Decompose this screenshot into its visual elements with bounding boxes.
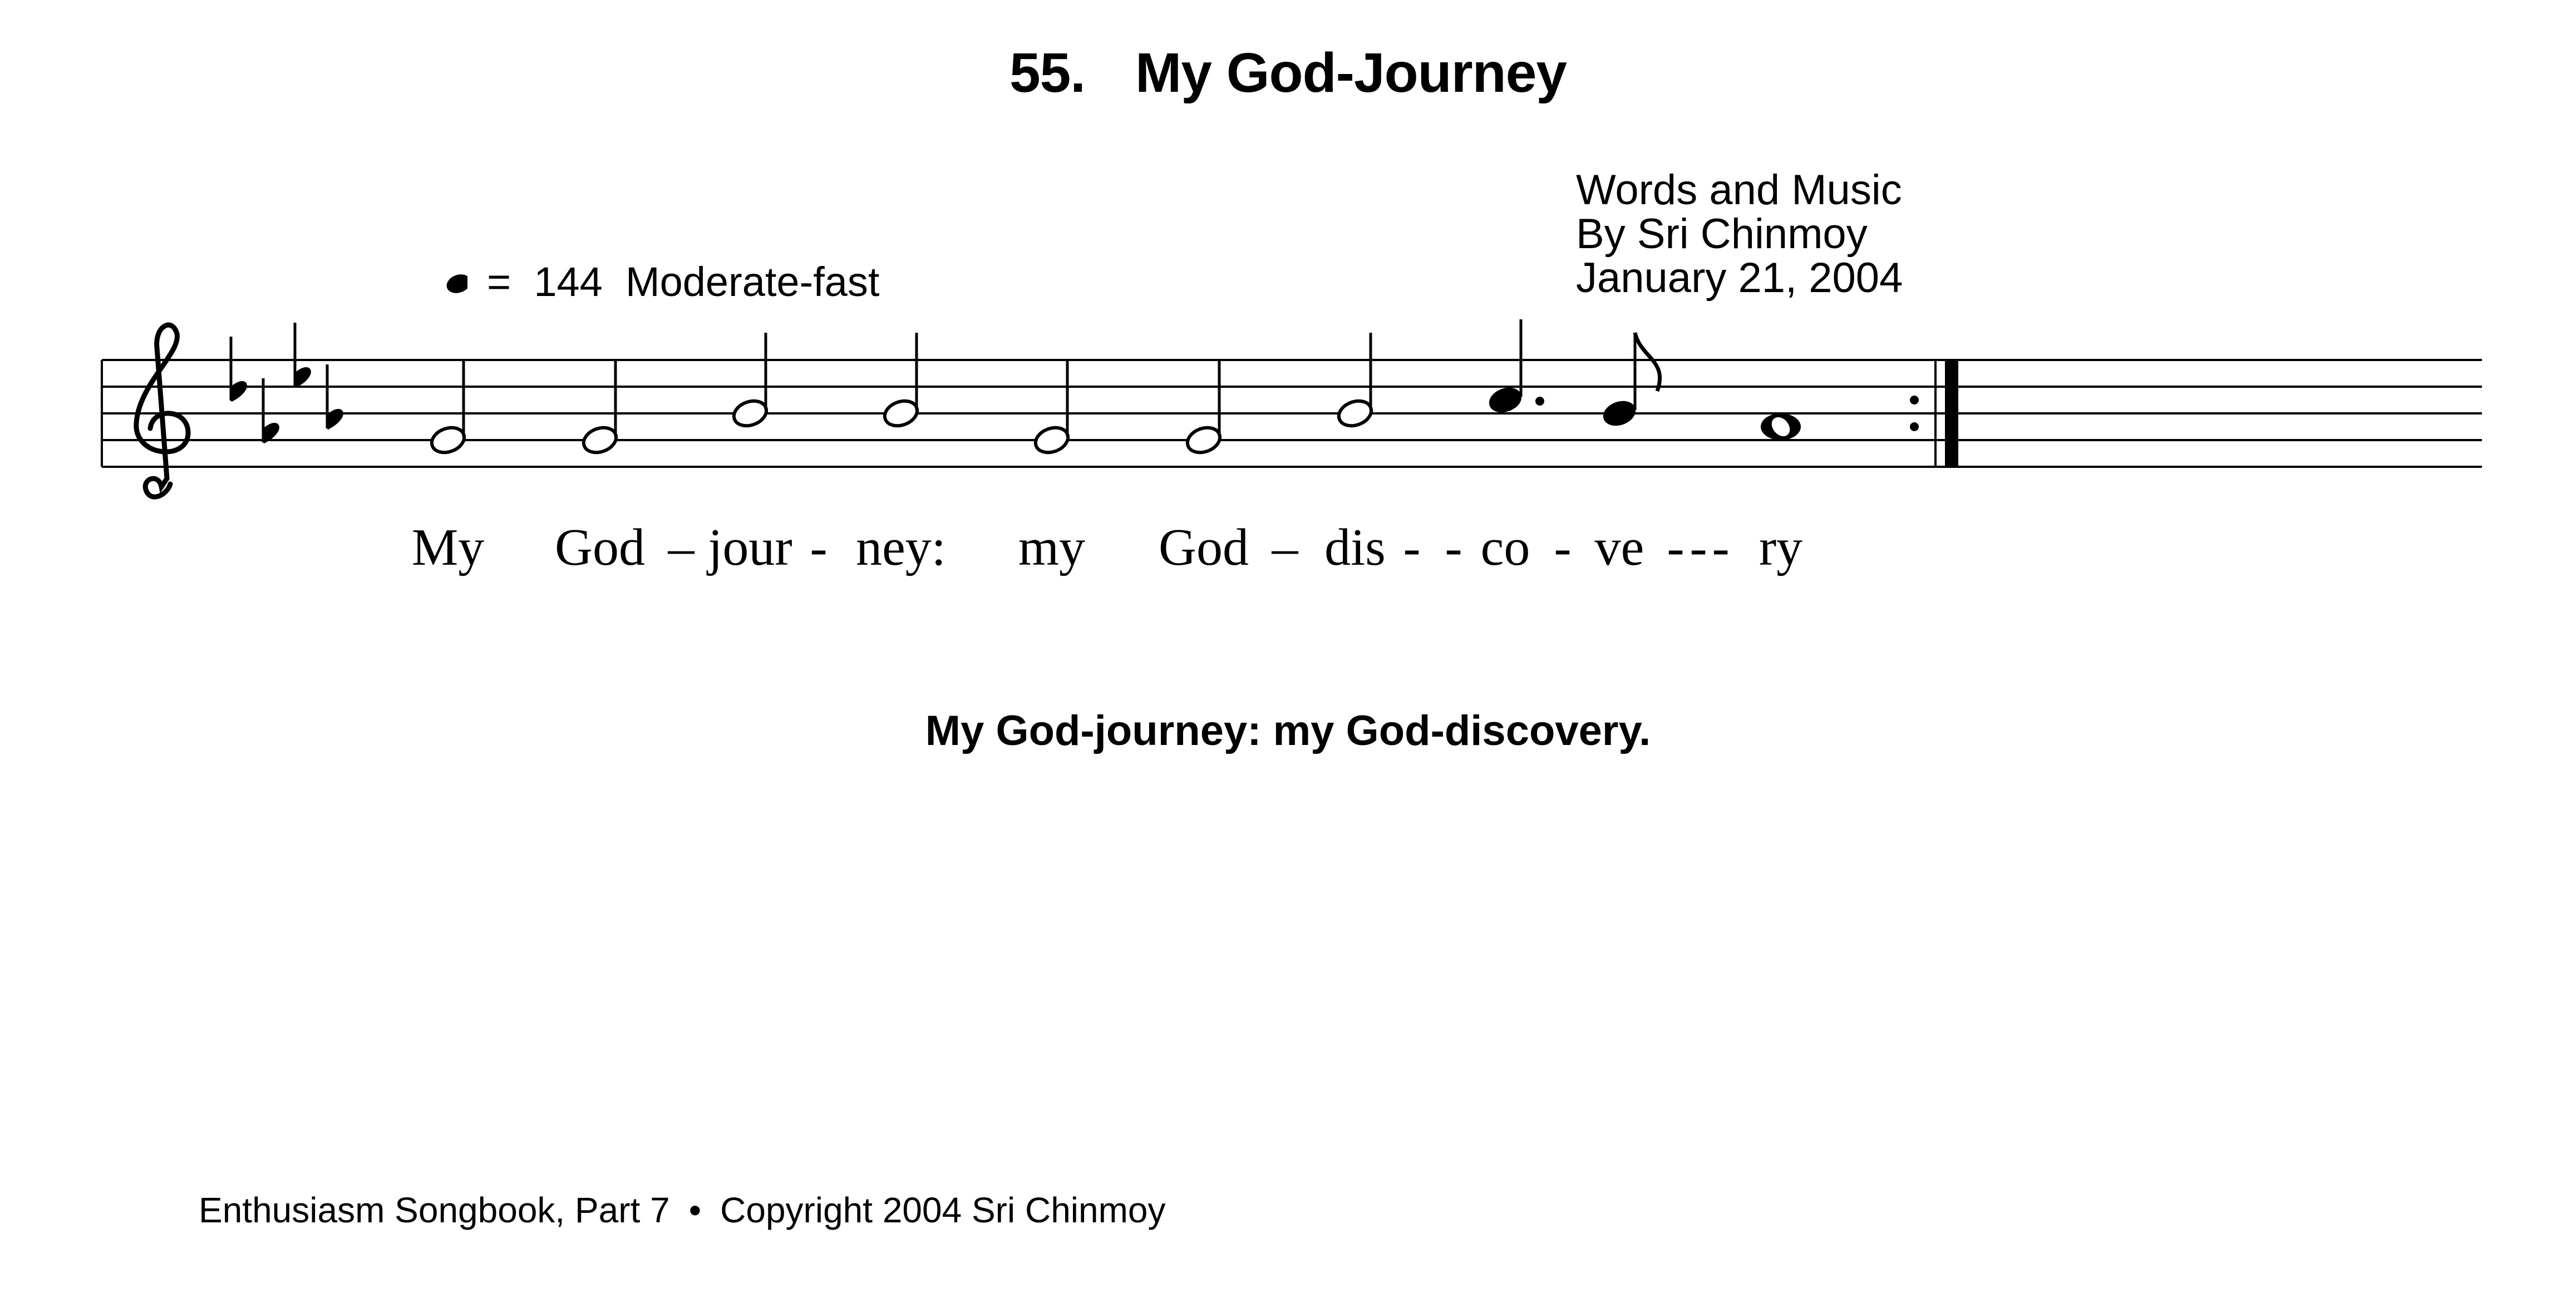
quarter-note-icon [445, 200, 467, 306]
lyric-syllable: - [1712, 519, 1730, 576]
note-half [580, 359, 620, 457]
tempo-marking [445, 200, 946, 306]
staff-lines [102, 360, 2482, 467]
note-half [1184, 359, 1224, 457]
credits-line-1: Words and Music [1576, 166, 1902, 214]
footer-copyright: Copyright 2004 Sri Chinmoy [720, 1190, 1166, 1230]
lyric-syllable: my [1018, 519, 1086, 576]
lyric-syllable: - [1690, 519, 1707, 576]
lyric-syllable: God [555, 519, 645, 576]
tempo-equals: = [487, 259, 511, 305]
music-staff [0, 300, 2576, 523]
song-title [0, 41, 2576, 105]
note-half [1336, 333, 1375, 430]
notes-group [428, 319, 1801, 457]
flat-icon [327, 364, 342, 428]
lyric-syllable: ry [1759, 519, 1803, 576]
lyric-syllable: My [411, 519, 485, 576]
lyric-syllable: jour [708, 519, 792, 576]
flat-icon [263, 378, 278, 442]
lyric-syllable: - [1554, 519, 1572, 576]
lyric-syllable: - [810, 519, 828, 576]
note-dotted-quarter [1486, 319, 1544, 417]
lyric-syllable: ney: [856, 519, 946, 576]
song-caption: My God-journey: my God-discovery. [925, 707, 1651, 754]
credits-line-3: January 21, 2004 [1576, 254, 1903, 302]
lyric-syllable: - [1667, 519, 1685, 576]
flat-icon [231, 337, 245, 401]
lyrics-line [0, 517, 2576, 595]
lyric-syllable: co [1480, 519, 1530, 576]
lyric-syllable: ve [1594, 519, 1644, 576]
song-name: My God-Journey [1135, 42, 1567, 104]
note-eighth [1600, 333, 1660, 430]
key-signature-flats-icon [231, 323, 342, 442]
lyric-syllable: - [1403, 519, 1421, 576]
tempo-label: Moderate-fast [625, 259, 880, 305]
lyric-syllable: dis [1324, 519, 1386, 576]
footer-bullet: • [688, 1190, 702, 1230]
lyric-syllable: - [1445, 519, 1462, 576]
credits-block [1576, 168, 1903, 300]
flat-icon [295, 323, 309, 387]
note-half [428, 359, 468, 457]
note-half [731, 333, 770, 430]
note-whole [1761, 413, 1801, 440]
note-half [1032, 359, 1072, 457]
treble-clef-icon [136, 325, 188, 497]
lyric-syllable: – [1272, 519, 1298, 576]
footer-book: Enthusiasm Songbook, Part 7 [199, 1190, 670, 1230]
page-footer [199, 1190, 1166, 1231]
tempo-text [487, 258, 879, 305]
note-half [881, 333, 921, 430]
lyric-syllable: God [1159, 519, 1249, 576]
lyric-syllable: – [668, 519, 695, 576]
credits-line-2: By Sri Chinmoy [1576, 210, 1868, 258]
song-number: 55. [1009, 42, 1086, 104]
tempo-bpm: 144 [534, 259, 603, 305]
